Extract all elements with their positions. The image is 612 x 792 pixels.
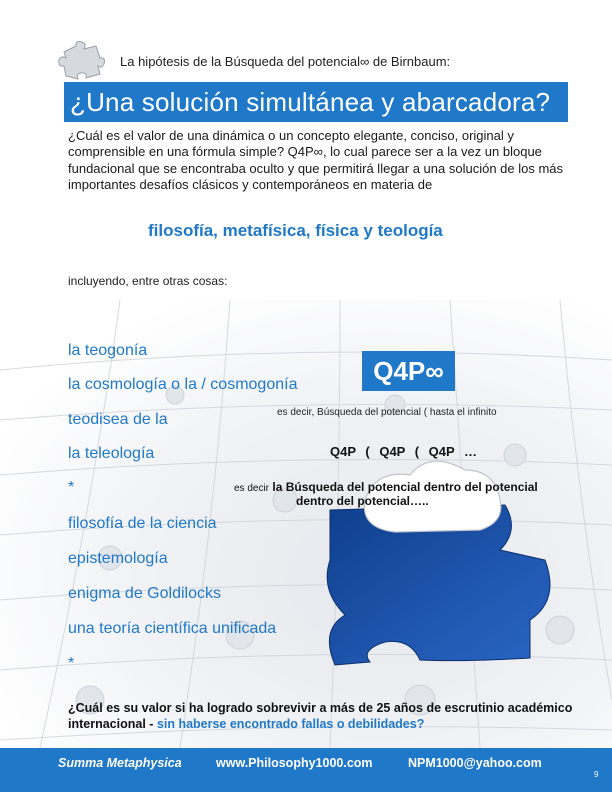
recursive-definition-line1: la Búsqueda del potencial dentro del potencial xyxy=(272,480,538,494)
closing-question xyxy=(68,700,588,732)
definition-note: es decir, Búsqueda del potencial ( hasta el infinito xyxy=(277,407,497,418)
page-title: ¿Una solución simultánea y abarcadora? xyxy=(70,86,551,117)
header-text: La hipótesis de la Búsqueda del potencial∞ de Birnbaum: xyxy=(120,54,451,69)
topic-item: la cosmología o la / cosmogonía xyxy=(68,376,298,393)
page-number: 9 xyxy=(594,770,599,779)
topic-item: epistemología xyxy=(68,550,168,567)
recursive-definition-lead: es decir xyxy=(234,483,270,494)
title-bar xyxy=(64,82,568,122)
footer-email-link[interactable]: NPM1000@yahoo.com xyxy=(408,756,542,770)
q4p-badge: Q4P∞ xyxy=(362,351,455,391)
closing-question-main: ¿Cuál es su valor si ha logrado sobrevivir a más de 25 años de escrutinio académico internacional - xyxy=(68,701,573,731)
topic-item: filosofía de la ciencia xyxy=(68,515,217,532)
topic-item: la teleología xyxy=(68,445,155,462)
topic-item: la teogonía xyxy=(68,342,148,359)
footer xyxy=(0,748,612,792)
recursive-definition xyxy=(234,480,594,508)
fields-heading: filosofía, metafísica, física y teología xyxy=(148,221,443,240)
header xyxy=(58,40,558,80)
including-label: incluyendo, entre otras cosas: xyxy=(68,274,228,288)
footer-website-link[interactable]: www.Philosophy1000.com xyxy=(216,756,373,770)
closing-question-highlight: sin haberse encontrado fallas o debilidades? xyxy=(156,717,425,731)
intro-paragraph: ¿Cuál es el valor de una dinámica o un concepto elegante, conciso, original y comprensible en una fórmula simple? Q4P∞, lo cual parece ser a la vez un bloque fundacional que se encontraba oculto y que permitirá llegar a una solución de los más importantes desafíos clásicos y contemporáneos en materia de xyxy=(68,128,564,192)
topic-item: teodisea de la xyxy=(68,411,168,428)
puzzle-piece-icon xyxy=(58,40,106,80)
topic-item: * xyxy=(68,655,75,672)
topic-item: * xyxy=(68,479,75,496)
footer-brand: Summa Metaphysica xyxy=(58,756,182,770)
recursive-definition-line2: dentro del potencial….. xyxy=(296,494,429,508)
q4p-chain: Q4P ( Q4P ( Q4P … xyxy=(330,444,478,459)
topic-item: enigma de Goldilocks xyxy=(68,585,221,602)
topic-item: una teoría científica unificada xyxy=(68,620,277,637)
